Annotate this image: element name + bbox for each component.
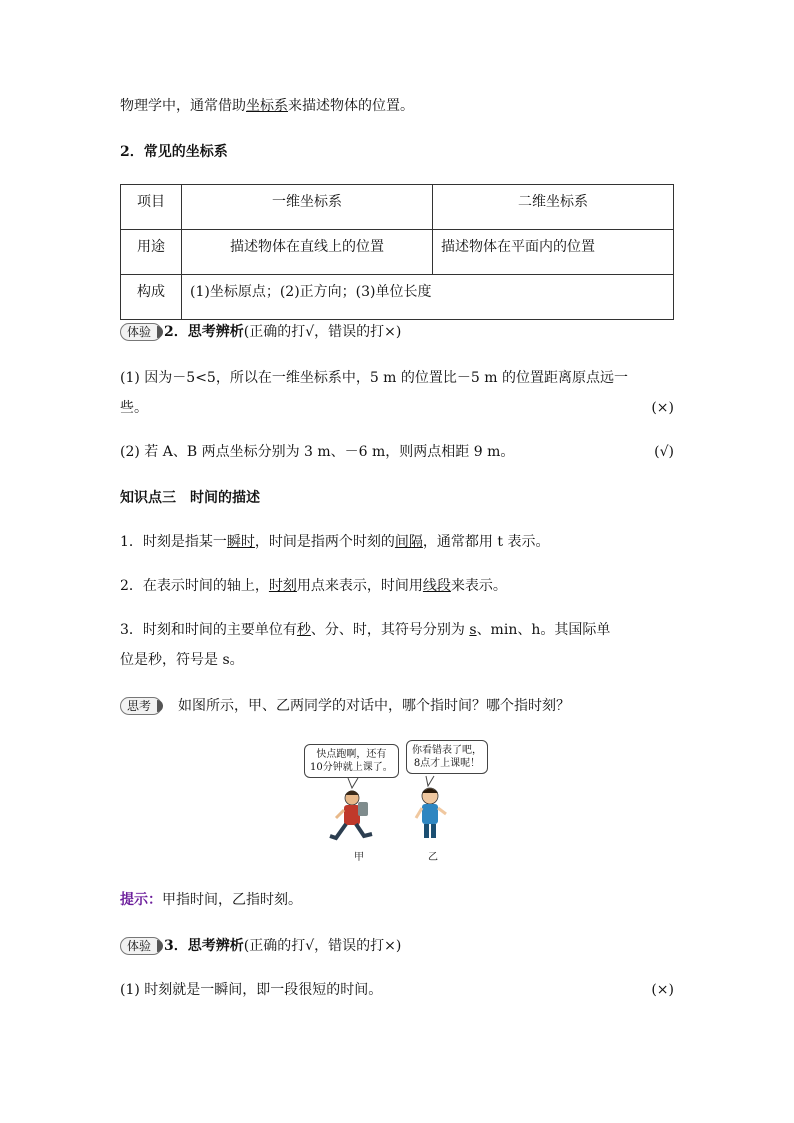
students-figure <box>300 740 500 865</box>
exercise-2-question-1-continued: 些。 <box>120 400 148 416</box>
speech-bubble-yi: 你看错表了吧， 8点才上课呢！ <box>406 740 488 774</box>
think-tag: 思考 <box>120 697 162 715</box>
table-row <box>121 275 674 320</box>
answer-mark: (√) <box>654 444 674 460</box>
answer-mark: (×) <box>651 982 674 998</box>
table-cell: 二维坐标系 <box>433 185 674 230</box>
underlined-term: 时刻 <box>268 578 297 594</box>
underlined-term: 秒 <box>296 622 311 638</box>
section-heading-time: 知识点三 时间的描述 <box>120 490 260 506</box>
paragraph-3-continued: 位是秒，符号是 s。 <box>120 652 244 668</box>
think-question: 思考 如图所示，甲、乙两同学的对话中，哪个指时间？哪个指时刻？ <box>120 696 570 716</box>
exercise-2-question-2: (2) 若 A、B 两点坐标分别为 3 m、－6 m，则两点相距 9 m。 <box>120 444 515 460</box>
exercise-2-title: 体验 2．思考辨析(正确的打√，错误的打×) <box>120 322 401 342</box>
experience-tag: 体验 <box>120 323 162 341</box>
standing-student-icon <box>416 788 446 838</box>
table-cell: (1)坐标原点；(2)正方向；(3)单位长度 <box>182 275 674 320</box>
hint-label: 提示： <box>120 892 162 908</box>
section-heading-coordinate-systems: 2．常见的坐标系 <box>120 144 228 160</box>
paragraph-3: 3．时刻和时间的主要单位有秒、分、时，其符号分别为 s、min、h。其国际单 <box>120 622 611 638</box>
table-cell: 用途 <box>121 230 182 275</box>
underlined-term: 间隔 <box>394 534 423 550</box>
coordinate-systems-table <box>120 184 674 320</box>
table-row <box>121 185 674 230</box>
exercise-2-question-1: (1) 因为－5<5，所以在一维坐标系中，5 m 的位置比－5 m 的位置距离原点远一 <box>120 370 628 386</box>
running-student-icon <box>330 791 372 839</box>
table-row <box>121 230 674 275</box>
exercise-3-question-1: (1) 时刻就是一瞬间，即一段很短的时间。 <box>120 982 383 998</box>
table-cell: 一维坐标系 <box>182 185 433 230</box>
underlined-term: 坐标系 <box>246 98 288 114</box>
label-yi: 乙 <box>428 852 438 863</box>
intro-sentence: 物理学中，通常借助坐标系来描述物体的位置。 <box>120 98 414 114</box>
label-jia: 甲 <box>354 852 364 863</box>
underlined-term: 瞬时 <box>226 534 255 550</box>
underlined-term: s <box>469 622 477 638</box>
table-cell: 构成 <box>121 275 182 320</box>
table-cell: 描述物体在平面内的位置 <box>433 230 674 275</box>
paragraph-2: 2．在表示时间的轴上，时刻用点来表示，时间用线段来表示。 <box>120 578 507 594</box>
answer-mark: (×) <box>651 400 674 416</box>
hint-line: 提示：甲指时间，乙指时刻。 <box>120 892 302 908</box>
dialogue-illustration <box>300 740 500 865</box>
table-cell: 项目 <box>121 185 182 230</box>
speech-bubble-jia: 快点跑啊，还有 10分钟就上课了。 <box>304 744 399 778</box>
paragraph-1: 1．时刻是指某一瞬时，时间是指两个时刻的间隔，通常都用 t 表示。 <box>120 534 550 550</box>
exercise-3-title: 体验 3．思考辨析(正确的打√，错误的打×) <box>120 936 401 956</box>
underlined-term: 线段 <box>422 578 451 594</box>
experience-tag: 体验 <box>120 937 162 955</box>
table-cell: 描述物体在直线上的位置 <box>182 230 433 275</box>
